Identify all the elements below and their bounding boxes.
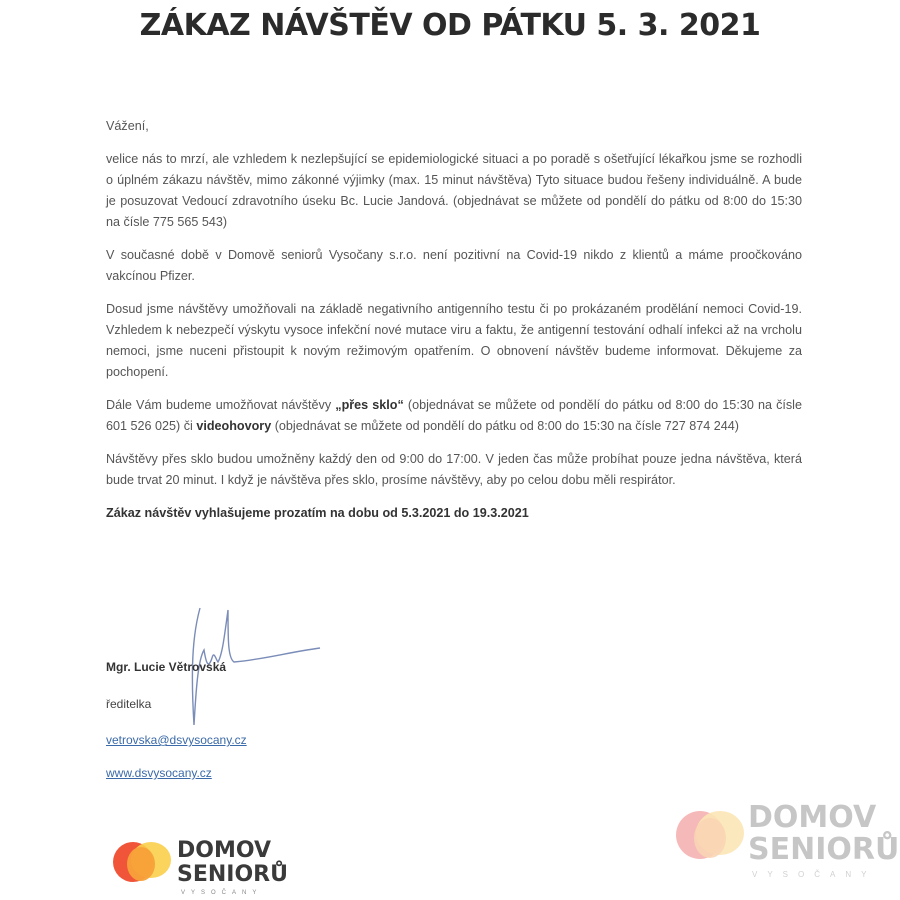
signer-name: Mgr. Lucie Větrovská bbox=[106, 660, 227, 674]
paragraph-glass-visits: Návštěvy přes sklo budou umožněny každý den od 9:00 do 17:00. V jeden čas může probíhat pouze jedna návštěva, která bude trvat 20 minut. I když je návštěva přes sklo, prosíme návštěvy, aby po celou dobu měli respirátor. bbox=[106, 452, 802, 487]
logo-line1: DOMOV bbox=[177, 838, 271, 863]
email-link[interactable]: vetrovska@dsvysocany.cz bbox=[106, 733, 247, 747]
heart-logo-icon bbox=[674, 806, 746, 864]
logo-line2: SENIORŮ bbox=[177, 862, 288, 887]
paragraph-reason: Dosud jsme návštěvy umožňovali na základě negativního antigenního testu či po prokázaném prodělání nemoci Covid-19. Vzhledem k nebezpečí výskytu vysoce infekční nové mutace viru a faktu, že antigenní testování odhalí infekci až na vrcholu nemoci, jsme nuceni přistoupit k novým režimovým opatřením. O obnovení návštěv budeme informovat. Děkujeme za pochopení. bbox=[106, 302, 802, 379]
greeting: Vážení, bbox=[106, 119, 149, 133]
watermark-line2: SENIORŮ bbox=[748, 832, 900, 867]
domov-senioru-logo bbox=[105, 830, 295, 900]
videocalls-bold: videohovory bbox=[196, 419, 272, 433]
signer-role: ředitelka bbox=[106, 697, 152, 711]
paragraph-ban: velice nás to mrzí, ale vzhledem k nezlepšující se epidemiologické situaci a po poradě s ošetřující lékařkou jsme se rozhodli o úplném zákazu návštěv, mimo zákonné výjimky (max. 15 minut návštěva) Tyto situace budou řešeny individuálně. A bude je posuzovat Vedoucí zdravotního úseku Bc. Lucie Jandová. (objednávat se můžete od pondělí do pátku od 8:00 do 15:30 na čísle 775 565 543) bbox=[106, 152, 802, 229]
logo-line3: VYSOČANY bbox=[181, 890, 263, 896]
paragraph-alternatives bbox=[106, 395, 802, 437]
text: Dále Vám budeme umožňovat návštěvy bbox=[106, 398, 336, 412]
website-link[interactable]: www.dsvysocany.cz bbox=[106, 766, 212, 780]
heart-logo-icon bbox=[111, 838, 173, 886]
text: (objednávat se můžete od pondělí do pátku od 8:00 do 15:30 na čísle 727 874 244) bbox=[271, 419, 739, 433]
paragraph-ban-period: Zákaz návštěv vyhlašujeme prozatím na dobu od 5.3.2021 do 19.3.2021 bbox=[106, 506, 529, 520]
through-glass-bold: „přes sklo“ bbox=[335, 398, 404, 412]
page-title: ZÁKAZ NÁVŠTĚV OD PÁTKU 5. 3. 2021 bbox=[139, 8, 761, 43]
letter-body bbox=[106, 116, 802, 524]
watermark-line1: DOMOV bbox=[748, 800, 877, 835]
watermark-logo bbox=[668, 800, 898, 890]
text: (objednávat se můžete od pondělí do pátku od 8:00 do 15:30 na čísle 601 526 025) či bbox=[106, 398, 802, 433]
watermark-line3: VYSOČANY bbox=[752, 870, 877, 879]
paragraph-status: V současné době v Domově seniorů Vysočany s.r.o. není pozitivní na Covid-19 nikdo z klientů a máme proočkováno vakcínou Pfizer. bbox=[106, 248, 802, 283]
